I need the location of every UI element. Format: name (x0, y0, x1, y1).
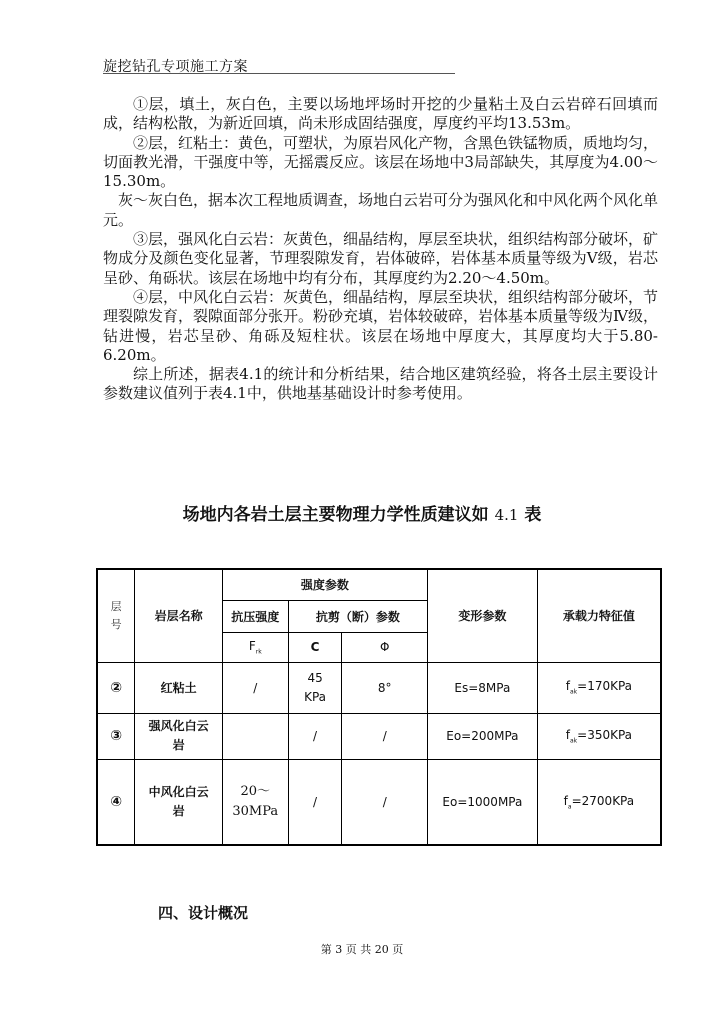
parameters-table (96, 568, 662, 846)
row-layer-no: ③ (97, 713, 135, 759)
row-layer-no: ② (97, 662, 135, 713)
section-title: 四、设计概况 (158, 904, 249, 922)
paragraph-layer-4: ④层，中风化白云岩：灰黄色，细晶结构，厚层至块状，组织结构部分破坏，节理裂隙发育，裂隙面部分张开。粉砂充填，岩体较破碎，岩体基本质量等级为Ⅳ级，钻进慢，岩芯呈砂、角砾及短柱状。该层在场地中厚度大，其厚度均大于5.80-6.20m。 (103, 287, 659, 364)
header-phi: Φ (342, 632, 428, 662)
row-compressive: 20～ 30MPa (222, 759, 288, 845)
paragraph-layer-3: ③层，强风化白云岩：灰黄色，细晶结构，厚层至块状，组织结构部分破坏，矿物成分及颜色变化显著，节理裂隙发育，岩体破碎，岩体基本质量等级为Ⅴ级，岩芯呈砂、角砾状。该层在场地中均有分布，其厚度约为2.20～4.50m。 (103, 230, 659, 287)
row-bearing: $f_{ak}=350KPa$ (537, 713, 661, 759)
table-title-number: 4.1 (494, 506, 519, 524)
table-title-text: 场地内各岩土层主要物理力学性质建议如 (182, 505, 489, 525)
header-shear: 抗剪（断）参数 (288, 600, 427, 632)
row-c: / (288, 759, 342, 845)
header-c: C (288, 632, 342, 662)
header-layer-name: 岩层名称 (135, 569, 223, 662)
row-layer-no: ④ (97, 759, 135, 845)
row-deformation: Es=8MPa (427, 662, 537, 713)
row-phi: 8° (342, 662, 428, 713)
row-phi: / (342, 759, 428, 845)
row-c: / (288, 713, 342, 759)
table-row (97, 713, 661, 759)
paragraph-layer-1: ①层，填土，灰白色，主要以场地坪场时开挖的少量粘土及白云岩碎石回填而成，结构松散，为新近回填，尚未形成固结强度，厚度约平均13.53m。 (103, 95, 658, 133)
table-row (97, 759, 661, 845)
table-title-suffix: 表 (524, 505, 542, 525)
row-deformation: Eo=200MPa (427, 713, 537, 759)
header-deformation: 变形参数 (427, 569, 537, 662)
paragraph-summary: 综上所述，据表4.1的统计和分析结果，结合地区建筑经验，将各土层主要设计参数建议值列于表4.1中，供地基基础设计时参考使用。 (103, 365, 658, 403)
header-compressive: 抗压强度 (222, 600, 288, 632)
row-layer-name: 强风化白云 岩 (135, 713, 223, 759)
header-strength-params: 强度参数 (222, 569, 427, 600)
table-row (97, 662, 661, 713)
header-layer-no-1: 层 (110, 599, 122, 613)
paragraph-rock-intro: 灰～灰白色，据本次工程地质调查，场地白云岩可分为强风化和中风化两个风化单元。 (103, 191, 659, 229)
row-bearing: $f_{ak}=170KPa$ (537, 662, 661, 713)
row-layer-name: 红粘土 (135, 662, 223, 713)
document-header: 旋挖钻孔专项施工方案 (103, 59, 248, 75)
row-compressive: / (222, 662, 288, 713)
row-phi: / (342, 713, 428, 759)
row-compressive (222, 713, 288, 759)
page-footer: 第 3 页 共 20 页 (320, 943, 404, 956)
row-deformation: Eo=1000MPa (427, 759, 537, 845)
header-frk: $F_{rk}$ (222, 632, 288, 662)
row-c: 45 KPa (288, 662, 342, 713)
row-bearing: $f_a=2700KPa$ (537, 759, 661, 845)
header-layer-no (97, 569, 135, 662)
header-layer-no-2: 号 (110, 617, 122, 631)
table-title (0, 500, 724, 525)
row-layer-name: 中风化白云 岩 (135, 759, 223, 845)
header-bearing: 承载力特征值 (537, 569, 661, 662)
header-rule (103, 73, 455, 74)
paragraph-layer-2: ②层，红粘土：黄色，可塑状，为原岩风化产物，含黑色铁锰物质，质地均匀，切面教光滑，干强度中等，无摇震反应。该层在场地中3局部缺失，其厚度为4.00～15.30m。 (103, 133, 659, 191)
body-text (103, 95, 658, 404)
